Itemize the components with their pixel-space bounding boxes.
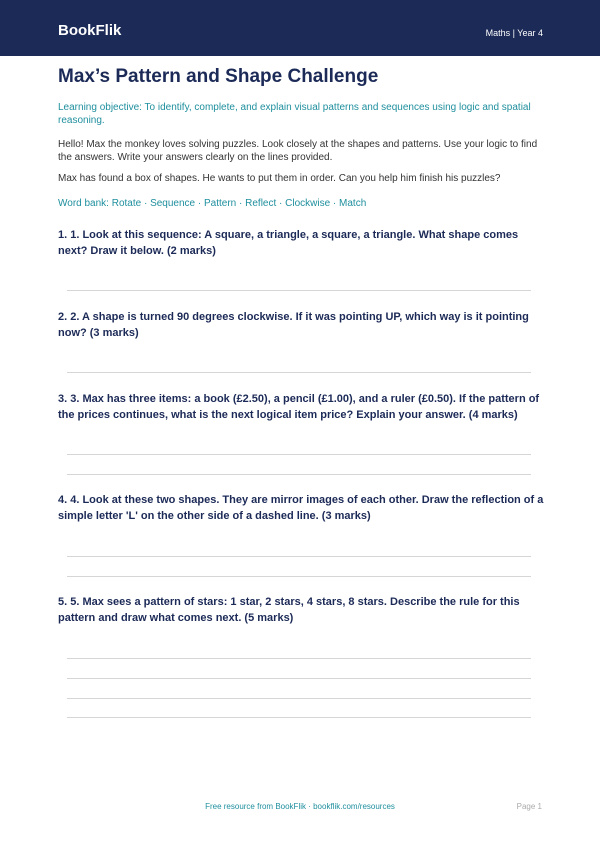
- answer-line[interactable]: [67, 372, 531, 373]
- learning-objective: Learning objective: To identify, complete, and explain visual patterns and sequences using logic and spatial reasoning.: [58, 102, 531, 126]
- intro-paragraph: Max has found a box of shapes. He wants to put them in order. Can you help him finish his puzzles?: [58, 173, 501, 184]
- answer-line[interactable]: [67, 556, 531, 557]
- answer-line[interactable]: [67, 454, 531, 455]
- intro-paragraph: Hello! Max the monkey loves solving puzzles. Look closely at the shapes and patterns. Use your logic to find the answers. Write your answers clearly on the lines provided.: [58, 139, 538, 163]
- answer-line[interactable]: [67, 576, 531, 577]
- page-header: [0, 0, 600, 56]
- question-2: 2. 2. A shape is turned 90 degrees clockwise. If it was pointing UP, which way is it pointing now? (3 marks): [58, 311, 529, 339]
- question-4: 4. 4. Look at these two shapes. They are mirror images of each other. Draw the reflection of a simple letter 'L' on the other side of a dashed line. (3 marks): [58, 494, 544, 522]
- answer-line[interactable]: [67, 290, 531, 291]
- brand-logo-text: BookFlik: [58, 22, 122, 39]
- subject-year-label: Maths | Year 4: [485, 28, 543, 38]
- footer-source: Free resource from BookFlik · bookflik.com/resources: [205, 802, 395, 811]
- word-bank: Word bank: Rotate · Sequence · Pattern · Reflect · Clockwise · Match: [58, 198, 367, 209]
- answer-line[interactable]: [67, 658, 531, 659]
- page-title: Max’s Pattern and Shape Challenge: [58, 66, 379, 87]
- question-1: 1. 1. Look at this sequence: A square, a triangle, a square, a triangle. What shape comes next? Draw it below. (2 marks): [58, 229, 519, 257]
- answer-line[interactable]: [67, 717, 531, 718]
- question-3: 3. 3. Max has three items: a book (£2.50), a pencil (£1.00), and a ruler (£0.50). If the pattern of the prices continues, what is the next logical item price? Explain your answer. (4 marks): [58, 393, 540, 421]
- answer-line[interactable]: [67, 474, 531, 475]
- answer-line[interactable]: [67, 678, 531, 679]
- page-number: Page 1: [516, 802, 542, 811]
- question-5: 5. 5. Max sees a pattern of stars: 1 star, 2 stars, 4 stars, 8 stars. Describe the rule for this pattern and draw what comes next. (5 marks): [58, 596, 520, 624]
- answer-line[interactable]: [67, 698, 531, 699]
